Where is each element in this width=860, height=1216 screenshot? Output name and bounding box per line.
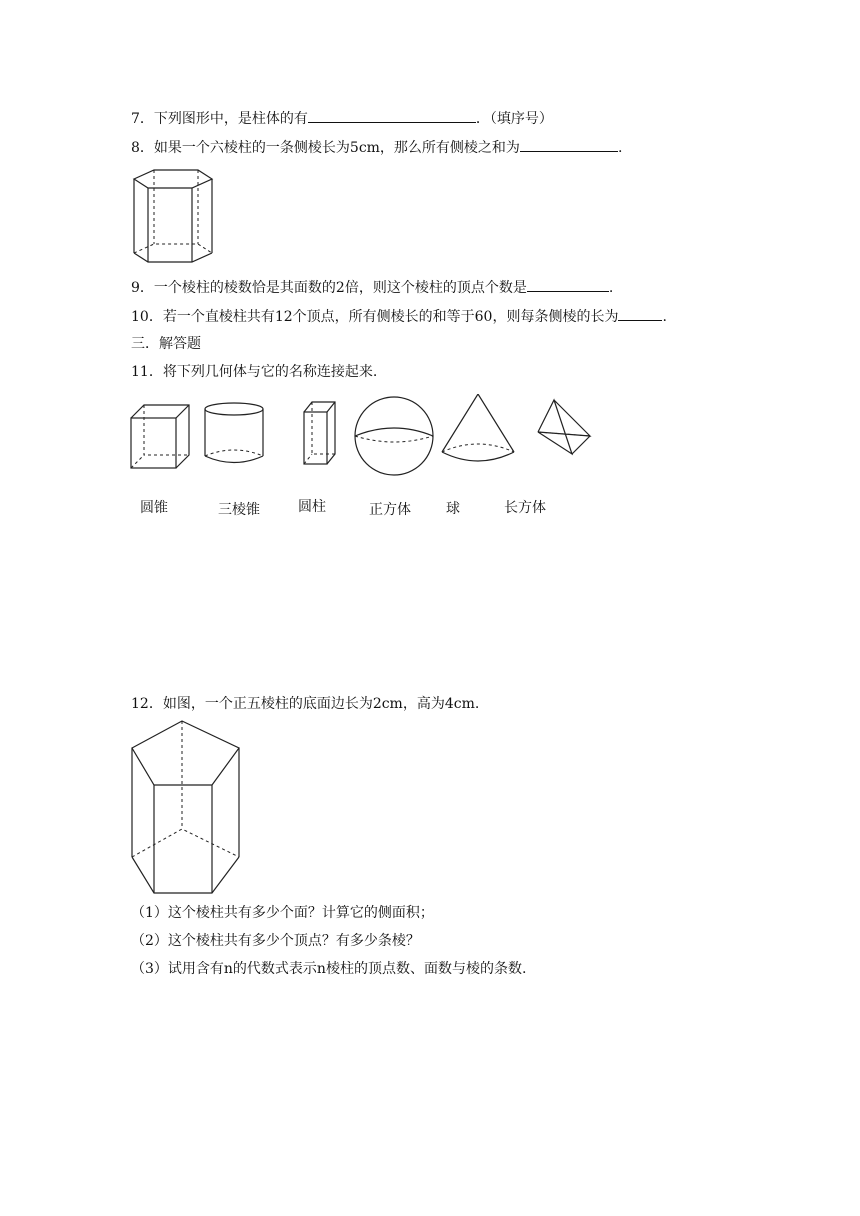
- label-cylinder[interactable]: 圆柱: [298, 499, 326, 515]
- label-cuboid[interactable]: 长方体: [504, 500, 546, 516]
- answer-blank-7[interactable]: [308, 108, 476, 123]
- question-10-suffix: .: [662, 309, 667, 325]
- question-12-part-2: （2）这个棱柱共有多少个顶点？有多少条棱？: [131, 933, 420, 949]
- question-11: 11．将下列几何体与它的名称连接起来.: [131, 364, 378, 380]
- answer-blank-8[interactable]: [520, 137, 618, 152]
- question-10: [131, 306, 667, 327]
- question-7: [131, 108, 553, 129]
- label-cone[interactable]: 圆锥: [140, 500, 168, 516]
- section-heading: 三．解答题: [131, 336, 201, 352]
- question-8-suffix: .: [617, 140, 623, 156]
- geometric-solids-figure: [128, 394, 598, 476]
- question-9-suffix: .: [608, 280, 614, 296]
- question-7-text: 7．下列图形中，是柱体的有: [131, 111, 308, 127]
- answer-blank-10[interactable]: [618, 306, 662, 321]
- hexagonal-prism-figure: [128, 165, 218, 271]
- question-12-part-1: （1）这个棱柱共有多少个面？计算它的侧面积；: [131, 905, 434, 921]
- question-7-suffix: ．（填序号）: [475, 111, 553, 127]
- question-10-text: 10．若一个直棱柱共有12个顶点，所有侧棱长的和等于60，则每条侧棱的长为: [131, 309, 619, 325]
- question-12: 12．如图，一个正五棱柱的底面边长为2cm，高为4cm.: [131, 696, 480, 712]
- label-cube[interactable]: 正方体: [369, 502, 411, 518]
- question-12-part-3: （3）试用含有n的代数式表示n棱柱的顶点数、面数与棱的条数.: [131, 961, 527, 977]
- question-9-text: 9．一个棱柱的棱数恰是其面数的2倍，则这个棱柱的顶点个数是: [131, 280, 527, 296]
- pentagonal-prism-figure: [128, 718, 244, 896]
- label-sphere[interactable]: 球: [446, 501, 460, 517]
- answer-blank-9[interactable]: [527, 277, 609, 292]
- question-8-text: 8．如果一个六棱柱的一条侧棱长为5cm，那么所有侧棱之和为: [131, 140, 520, 156]
- label-triangular-pyramid[interactable]: 三棱锥: [218, 502, 260, 518]
- question-9: [131, 277, 613, 298]
- question-8: [131, 137, 622, 158]
